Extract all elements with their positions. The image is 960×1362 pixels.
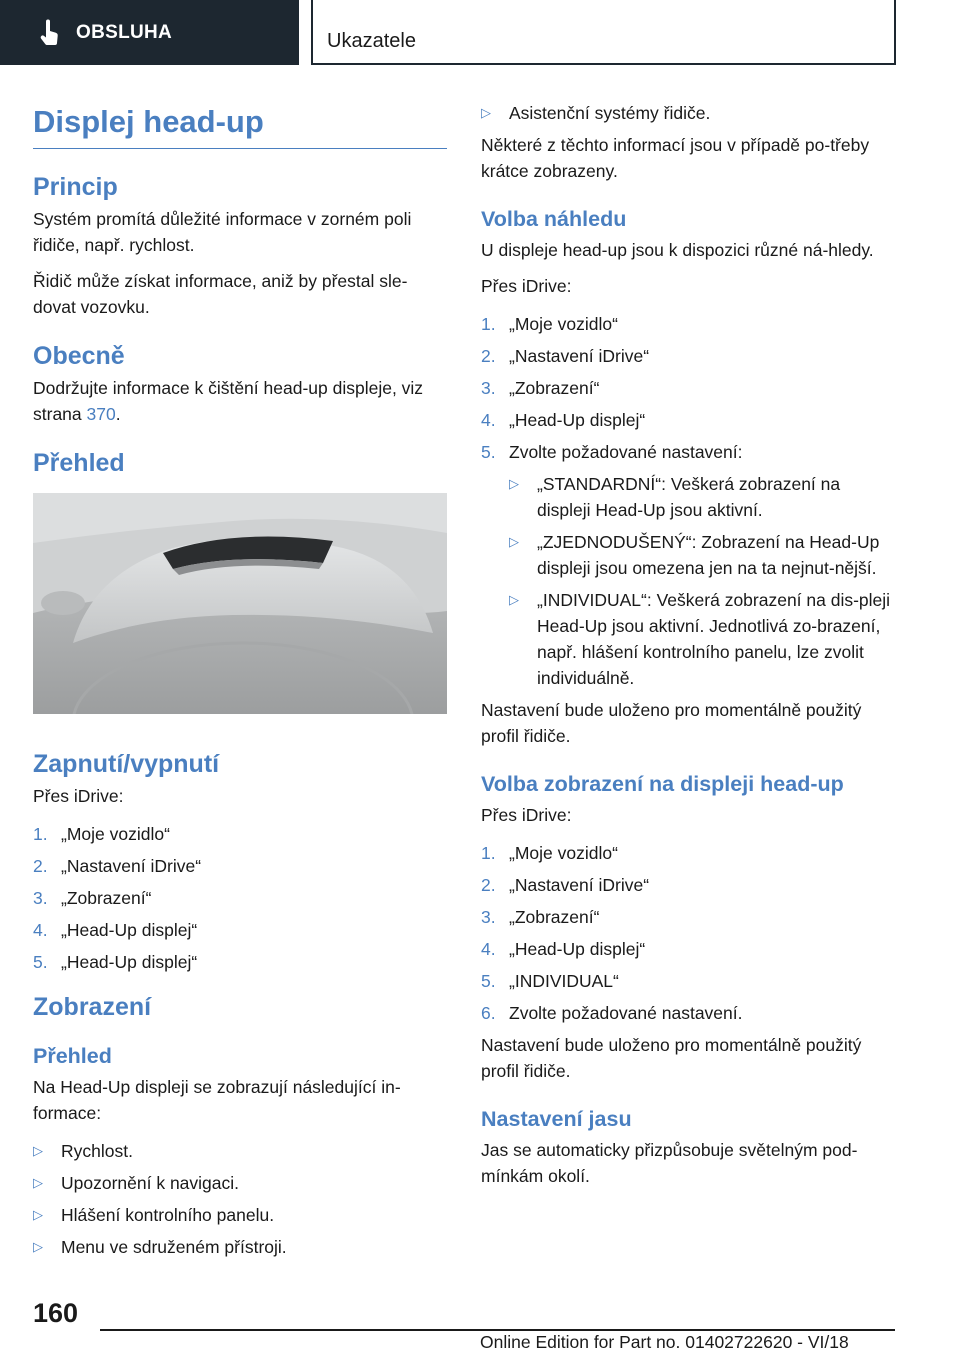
chapter-title: Ukazatele xyxy=(327,30,416,52)
obecne-paragraph: Dodržujte informace k čištění head-up displeje, viz strana 370. xyxy=(33,378,424,424)
page-number: 160 xyxy=(33,1298,79,1328)
list-item: 6. Zvolte požadované nastavení. xyxy=(481,1003,743,1023)
princip-paragraph-1: Systém promítá důležité informace v zorném poli řidiče, např. rychlost. xyxy=(33,209,412,255)
list-item: 4. „Head-Up displej“ xyxy=(481,939,646,959)
list-item: 2. „Nastavení iDrive“ xyxy=(481,346,650,366)
heading-zobrazeni: Zobrazení xyxy=(33,993,152,1021)
list-item: 4. „Head-Up displej“ xyxy=(33,920,198,940)
zobrazeni-bullets xyxy=(33,1138,447,1260)
list-item: 5. „Head-Up displej“ xyxy=(33,952,198,972)
volba-nahledu-after: Nastavení bude uloženo pro momentálně použitý profil řidiče. xyxy=(481,700,862,746)
volba-zobrazeni-steps xyxy=(481,840,897,1026)
list-item: 2. „Nastavení iDrive“ xyxy=(481,875,650,895)
volba-nahledu-paragraph: U displeje head-up jsou k dispozici různé ná‐hledy. xyxy=(481,240,874,260)
volba-nahledu-steps xyxy=(481,311,897,465)
heading-jas: Nastavení jasu xyxy=(481,1107,632,1131)
left-column xyxy=(33,100,447,1266)
heading-volba-nahledu: Volba náhledu xyxy=(481,207,627,231)
princip-paragraph-2: Řidič může získat informace, aniž by přestal sle‐dovat vozovku. xyxy=(33,271,408,317)
list-item: 2. „Nastavení iDrive“ xyxy=(33,856,202,876)
list-item: 5. Zvolte požadované nastavení: xyxy=(481,442,743,462)
right-column xyxy=(481,100,897,1199)
list-item: ▷ Menu ve sdruženém přístroji. xyxy=(33,1237,287,1257)
heading-prehled-sub: Přehled xyxy=(33,1044,112,1068)
section-title: OBSLUHA xyxy=(76,21,173,43)
list-item: 3. „Zobrazení“ xyxy=(481,378,600,398)
list-item: 3. „Zobrazení“ xyxy=(481,907,600,927)
page-title: Displej head-up xyxy=(33,100,447,149)
obecne-text: Dodržujte informace k čištění head-up displeje, viz strana xyxy=(33,378,424,424)
edition-note: Online Edition for Part no. 01402722620 - VI/18 xyxy=(480,1332,849,1352)
dashboard-illustration xyxy=(33,493,447,714)
list-item: 1. „Moje vozidlo“ xyxy=(481,314,618,334)
list-item: ▷ Rychlost. xyxy=(33,1141,133,1161)
list-item: ▷ Asistenční systémy řidiče. xyxy=(481,103,711,123)
list-item: 3. „Zobrazení“ xyxy=(33,888,152,908)
hand-pointer-icon xyxy=(38,19,62,47)
heading-prehled: Přehled xyxy=(33,449,125,477)
heading-volba-zobrazeni: Volba zobrazení na displeji head-up xyxy=(481,772,844,796)
note-paragraph: Některé z těchto informací jsou v případě po‐třeby krátce zobrazeny. xyxy=(481,135,870,181)
section-tab xyxy=(0,0,299,65)
heading-zapnuti: Zapnutí/vypnutí xyxy=(33,750,220,778)
list-item: 5. „INDIVIDUAL“ xyxy=(481,971,619,991)
chapter-tab xyxy=(311,0,896,65)
page-link[interactable]: 370 xyxy=(86,404,116,424)
zobrazeni-intro: Na Head-Up displeji se zobrazují následující in‐formace: xyxy=(33,1077,401,1123)
list-item: ▷ Upozornění k navigaci. xyxy=(33,1173,240,1193)
zapnuti-intro: Přes iDrive: xyxy=(33,786,124,806)
footer-divider xyxy=(100,1329,895,1331)
heading-obecne: Obecně xyxy=(33,342,125,370)
heading-princip: Princip xyxy=(33,173,118,201)
jas-paragraph: Jas se automaticky přizpůsobuje světelným pod‐mínkám okolí. xyxy=(481,1140,858,1186)
list-item: 1. „Moje vozidlo“ xyxy=(33,824,170,844)
list-item: ▷ Hlášení kontrolního panelu. xyxy=(33,1205,275,1225)
list-item: ▷ „STANDARDNÍ“: Veškerá zobrazení na displeji Head-Up jsou aktivní. xyxy=(509,474,841,520)
volba-zobrazeni-after: Nastavení bude uloženo pro momentálně použitý profil řidiče. xyxy=(481,1035,862,1081)
continued-bullets xyxy=(481,100,897,126)
list-item: ▷ „ZJEDNODUŠENÝ“: Zobrazení na Head-Up displeji jsou omezena jen na ta nejnut‐nější. xyxy=(509,532,880,578)
head-up-display-photo xyxy=(33,493,447,714)
view-options xyxy=(509,471,897,691)
list-item: 4. „Head-Up displej“ xyxy=(481,410,646,430)
volba-zobrazeni-intro: Přes iDrive: xyxy=(481,805,572,825)
volba-nahledu-intro: Přes iDrive: xyxy=(481,276,572,296)
zapnuti-steps xyxy=(33,821,447,975)
list-item: ▷ „INDIVIDUAL“: Veškerá zobrazení na dis‐pleji Head-Up jsou aktivní. Jednotlivá zo‐brazení, např. hlášení kontrolního panelu, lze zvolit individuálně. xyxy=(509,590,891,688)
list-item: 1. „Moje vozidlo“ xyxy=(481,843,618,863)
